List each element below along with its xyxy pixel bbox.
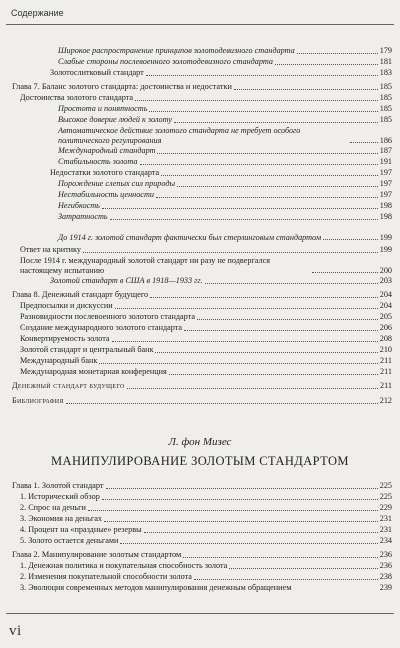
toc-entry <box>12 93 392 103</box>
toc-page-number: 198 <box>379 212 392 221</box>
dot-leader <box>106 487 378 489</box>
toc-page-number: 204 <box>379 301 392 310</box>
toc-entry-title: Золотой стандарт и центральный банк <box>20 345 154 354</box>
toc-entry <box>12 115 392 125</box>
toc-entry <box>12 536 392 546</box>
dot-leader <box>205 282 378 284</box>
toc-page-number: 197 <box>379 179 392 188</box>
toc-entry <box>12 57 392 67</box>
toc-entry-title: Создание международного золотого стандарта <box>20 323 183 332</box>
dot-leader <box>350 141 378 143</box>
dot-leader <box>140 163 378 165</box>
toc-page-number: 200 <box>379 265 392 275</box>
toc-page-number: 236 <box>379 550 392 559</box>
toc-page-number: 187 <box>379 146 392 155</box>
toc-page-number: 231 <box>379 525 392 534</box>
toc-page-number: 211 <box>380 356 392 365</box>
running-header: Содержание <box>11 8 64 18</box>
dot-leader <box>149 110 377 112</box>
toc-entry <box>12 245 392 255</box>
toc-entry <box>12 381 392 391</box>
toc-entry <box>12 190 392 200</box>
toc-entry-title: 3. Эволюция современных методов манипулирования денежным обращением <box>20 583 292 592</box>
toc-entry-title: Глава 8. Денежный стандарт будущего <box>12 290 149 299</box>
toc-entry <box>12 561 392 571</box>
toc-entry <box>12 492 392 502</box>
toc-entry-title: Конвертируемость золота <box>20 334 110 343</box>
toc-entry-title: Денежный стандарт будущего <box>12 381 125 390</box>
dot-leader <box>135 99 378 101</box>
toc-entry-title: Слабые стороны послевоенного золотодевизного стандарта <box>58 57 273 66</box>
toc-entry-title: Предпосылки и дискуссии <box>20 301 113 310</box>
toc-entry <box>12 345 392 355</box>
toc-entry-title: 2. Изменения покупательной способности золота <box>20 572 192 581</box>
dot-leader <box>115 307 378 309</box>
toc-entry <box>12 82 392 92</box>
toc-page-number: 185 <box>379 115 392 124</box>
dot-leader <box>112 340 378 342</box>
toc-entry-title: Простота и понятность <box>58 104 148 113</box>
toc-entry <box>12 46 392 56</box>
dot-leader <box>102 207 378 209</box>
toc-entry-title: Затратность <box>58 212 108 221</box>
dot-leader <box>183 556 377 558</box>
toc-entry-title: Разновидности послевоенного золотого стандарта <box>20 312 195 321</box>
toc-page-number: 205 <box>379 312 392 321</box>
toc-page-number: 229 <box>379 503 392 512</box>
toc-page-number: 211 <box>380 367 392 376</box>
toc-page-number: 238 <box>379 572 392 581</box>
toc-entry <box>12 256 392 275</box>
toc-page-number: 197 <box>379 168 392 177</box>
toc-entry-title: Библиография <box>12 396 64 405</box>
toc-page-number: 183 <box>379 68 392 77</box>
toc-entry <box>12 68 392 78</box>
toc-entry-title: После 1914 г. международный золотой стандарт ни разу не подвергался настоящему испытанию <box>20 256 271 275</box>
toc-entry-title: 5. Золото остается деньгами <box>20 536 119 545</box>
dot-leader <box>146 74 378 76</box>
toc-entry <box>12 126 392 145</box>
toc-page-number: 239 <box>379 583 392 592</box>
dot-leader <box>184 329 378 331</box>
dot-leader <box>174 121 378 123</box>
toc-entry <box>12 212 392 222</box>
toc-entry-title: Недостатки золотого стандарта <box>50 168 160 177</box>
toc-entry <box>12 572 392 582</box>
toc-entry-title: До 1914 г. золотой стандарт фактически был стерлинговым стандартом <box>58 232 322 242</box>
dot-leader <box>177 185 378 187</box>
page-number: vi <box>9 623 22 639</box>
toc-entry <box>12 481 392 491</box>
toc-entry-title: Международная монетарная конференция <box>20 367 167 376</box>
toc-page-number: 212 <box>379 396 392 405</box>
toc-entry-title: Глава 7. Баланс золотого стандарта: достоинства и недостатки <box>12 82 232 91</box>
dot-leader <box>104 520 378 522</box>
dot-leader <box>157 152 377 154</box>
toc-page-number: 185 <box>379 104 392 113</box>
toc-entry <box>12 312 392 322</box>
toc-entry <box>12 356 392 366</box>
dot-leader <box>297 52 378 54</box>
toc-entry-title: Глава 2. Манипулирование золотым стандартом <box>12 550 182 559</box>
toc-entry-title: Ответ на критику <box>20 245 81 254</box>
dot-leader <box>161 174 378 176</box>
toc-entry-title: Международный банк <box>20 356 98 365</box>
dot-leader <box>197 318 378 320</box>
toc-entry <box>12 168 392 178</box>
toc-entry-title: Глава 1. Золотой стандарт <box>12 481 104 490</box>
toc-page-number: 179 <box>379 46 392 55</box>
toc-page-number: 234 <box>379 536 392 545</box>
header-rule <box>6 24 394 25</box>
toc-page-number: 231 <box>379 514 392 523</box>
toc-page-number: 206 <box>379 323 392 332</box>
toc-entry-title: Автоматическое действие золотого стандарта не требует особого политического регулирования <box>58 126 301 145</box>
dot-leader <box>66 402 378 404</box>
dot-leader <box>169 373 378 375</box>
dot-leader <box>234 88 378 90</box>
toc-page-number: 225 <box>379 481 392 490</box>
toc-page-number: 208 <box>379 334 392 343</box>
dot-leader <box>312 271 378 273</box>
dot-leader <box>150 296 378 298</box>
toc-entry <box>12 179 392 189</box>
toc-page-number: 185 <box>379 82 392 91</box>
toc-entry <box>12 367 392 377</box>
toc-page-number: 199 <box>379 232 392 242</box>
toc-entry-title: Стабильность золота <box>58 157 138 166</box>
toc-page-number: 186 <box>379 135 392 145</box>
toc-entry-title: Достоинства золотого стандарта <box>20 93 134 102</box>
toc-entry-title: Широкое распространение принципов золотодевизного стандарта <box>58 46 295 55</box>
toc-entry-title: Золотослитковый стандарт <box>50 68 144 77</box>
dot-leader <box>102 498 378 500</box>
dot-leader <box>83 251 378 253</box>
dot-leader <box>229 567 377 569</box>
dot-leader <box>120 542 377 544</box>
toc-page-number: 225 <box>379 492 392 501</box>
toc-entry-title: 2. Спрос на деньги <box>20 503 86 512</box>
dot-leader <box>323 238 378 240</box>
toc-entry <box>12 157 392 167</box>
toc-page-number: 203 <box>379 276 392 285</box>
toc-entry <box>12 550 392 560</box>
toc-entry <box>12 146 392 156</box>
toc-entry <box>12 323 392 333</box>
author-name: Л. фон Мизес <box>168 436 232 448</box>
footer-rule <box>6 613 394 614</box>
toc-page-number: 210 <box>379 345 392 354</box>
toc-page-number: 181 <box>379 57 392 66</box>
toc-entry <box>12 201 392 211</box>
dot-leader <box>156 196 378 198</box>
toc-entry-title: Высокое доверие людей к золоту <box>58 115 172 124</box>
dot-leader <box>194 578 378 580</box>
dot-leader <box>110 218 378 220</box>
toc-entry <box>12 104 392 114</box>
toc-entry <box>12 514 392 524</box>
dot-leader <box>127 387 378 389</box>
toc-entry-title: 1. Исторический обзор <box>20 492 100 501</box>
toc-entry <box>12 525 392 535</box>
section-title: МАНИПУЛИРОВАНИЕ ЗОЛОТЫМ СТАНДАРТОМ <box>51 454 349 468</box>
dot-leader <box>155 351 377 353</box>
toc-page-number: 185 <box>379 93 392 102</box>
toc-page-number: 199 <box>379 245 392 254</box>
toc-entry-title: Золотой стандарт в США в 1918—1933 гг. <box>50 276 203 285</box>
dot-leader <box>144 531 378 533</box>
toc-page-number: 211 <box>380 381 392 390</box>
toc-page-number: 204 <box>379 290 392 299</box>
toc-page-number: 236 <box>379 561 392 570</box>
toc-page-number: 197 <box>379 190 392 199</box>
toc-entry-title: Международный стандарт <box>58 146 156 155</box>
toc-entry <box>12 583 392 593</box>
toc-entry <box>12 301 392 311</box>
toc-entry <box>12 503 392 513</box>
toc-page-number: 191 <box>379 157 392 166</box>
toc-entry <box>12 290 392 300</box>
toc-entry <box>12 396 392 406</box>
toc-entry-title: 4. Процент на «праздные» резервы <box>20 525 142 534</box>
toc-entry-title: 1. Денежная политика и покупательная способность золота <box>20 561 228 570</box>
toc-entry <box>12 223 392 242</box>
toc-entry <box>12 276 392 286</box>
dot-leader <box>275 63 378 65</box>
toc-entry-title: Нестабильность ценности <box>58 190 154 199</box>
toc-page-number: 198 <box>379 201 392 210</box>
dot-leader <box>88 509 378 511</box>
dot-leader <box>99 362 378 364</box>
toc-entry-title: Порождение слепых сил природы <box>58 179 176 188</box>
toc-entry <box>12 334 392 344</box>
toc-entry-title: 3. Экономия на деньгах <box>20 514 103 523</box>
toc-entry-title: Негибкость <box>58 201 100 210</box>
